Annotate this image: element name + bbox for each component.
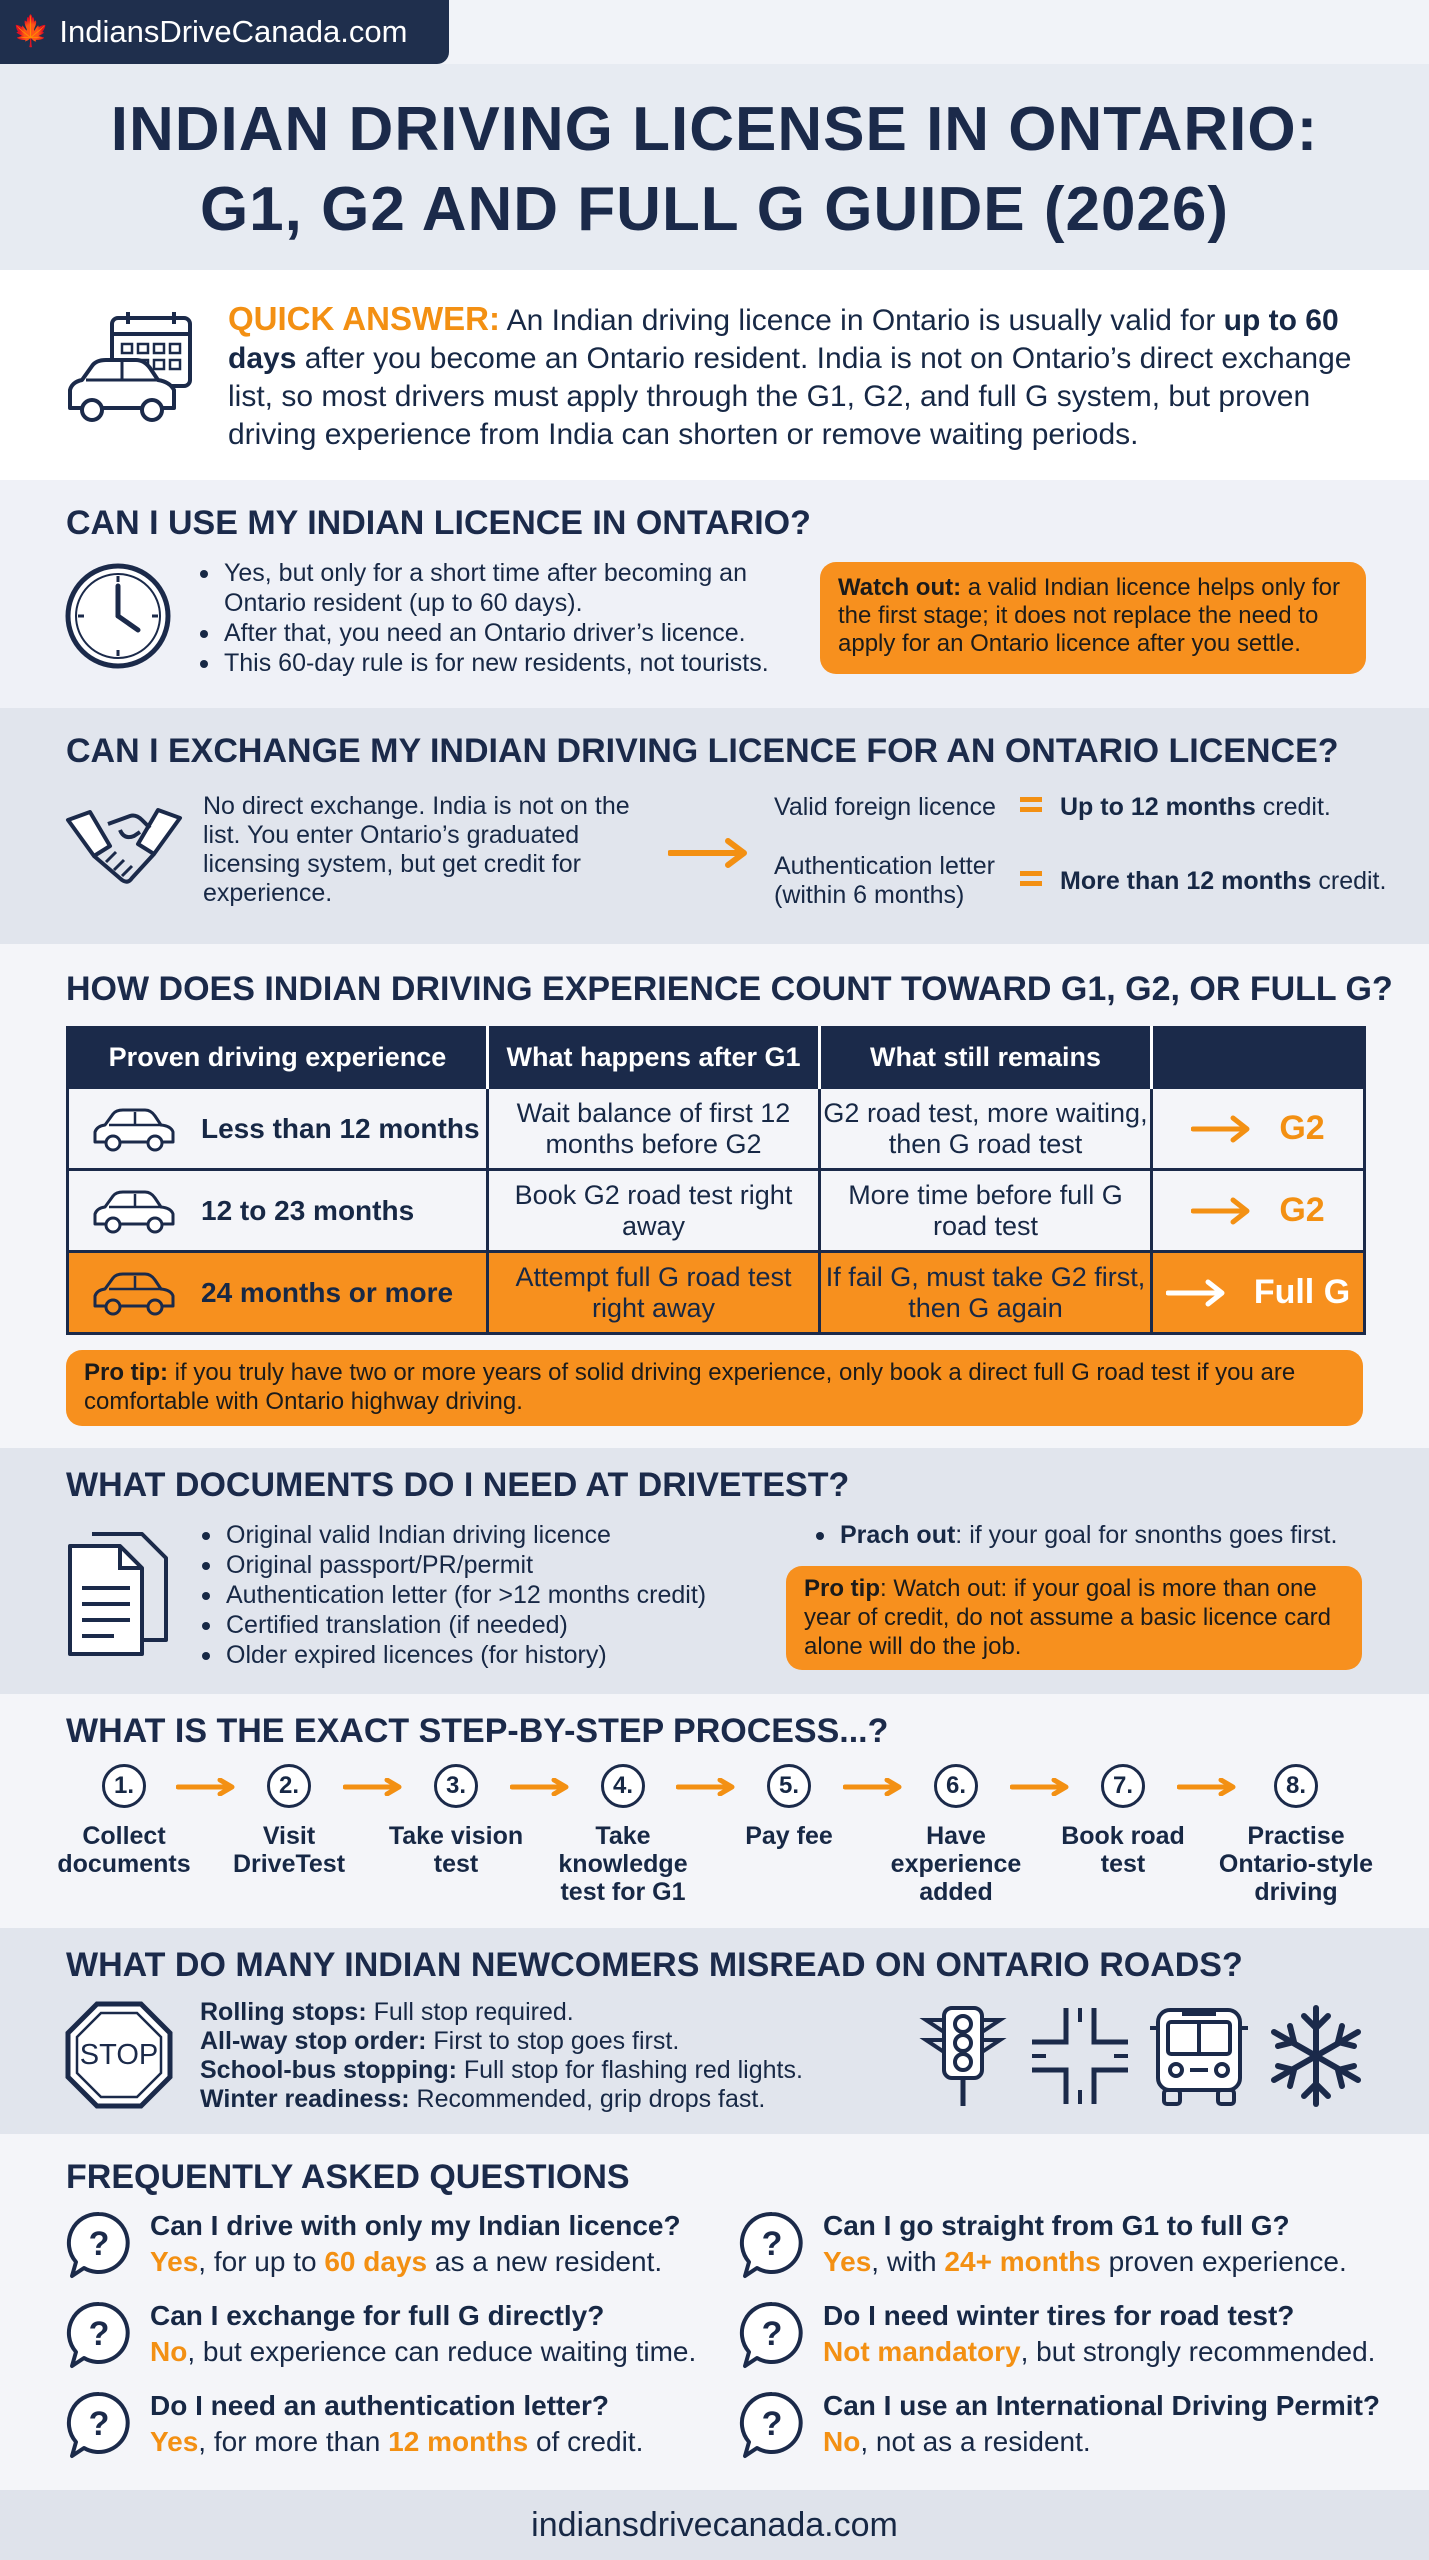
pro-tip-callout <box>786 1566 1362 1670</box>
question-bubble-icon <box>739 2390 805 2460</box>
result-label: G2 <box>1279 1109 1325 1147</box>
list-item <box>200 1998 803 2027</box>
item-text: Full stop for flashing red lights. <box>456 2056 803 2084</box>
column-header: Proven driving experience <box>68 1028 488 1088</box>
step-label: Practise Ontario-style driving <box>1218 1822 1374 1906</box>
answer-text: of credit. <box>528 2426 644 2457</box>
step-item <box>881 1764 1031 1906</box>
credit-row-1-right <box>1060 792 1331 822</box>
faq-answer <box>823 2426 1091 2458</box>
table-row <box>68 1170 1365 1252</box>
svg-text:?: ? <box>88 2315 110 2353</box>
faq-question: Can I go straight from G1 to full G? <box>823 2210 1290 2241</box>
step-label: Book road test <box>1061 1822 1185 1878</box>
step-number: 8. <box>1274 1764 1318 1808</box>
step-arrow-icon <box>676 1778 736 1796</box>
list-item: Older expired licences (for history) <box>200 1640 760 1670</box>
answer-text: , for up to <box>198 2246 325 2277</box>
handshake-icon <box>64 800 184 890</box>
list-item: After that, you need an Ontario driver’s licence. <box>198 618 798 648</box>
documents-side-note <box>814 1520 1374 1550</box>
credit-row-2-suffix: credit. <box>1311 867 1387 895</box>
snowflake-icon <box>1264 2004 1368 2108</box>
brand-name: IndiansDriveCanada.com <box>59 14 408 49</box>
answer-text: , but strongly recommended. <box>1020 2336 1376 2367</box>
equals-icon <box>1020 794 1042 814</box>
answer-keyword: Not mandatory <box>823 2336 1021 2367</box>
equals-icon <box>1020 868 1042 888</box>
after-g1-cell: Book G2 road test right away <box>488 1170 820 1252</box>
step-arrow-icon <box>176 1778 236 1796</box>
svg-text:?: ? <box>761 2405 783 2443</box>
section-title: CAN I EXCHANGE MY INDIAN DRIVING LICENCE FOR AN ONTARIO LICENCE? <box>66 732 1339 770</box>
experience-label: 12 to 23 months <box>201 1195 415 1226</box>
faq-answer <box>150 2336 696 2368</box>
step-number: 5. <box>767 1764 811 1808</box>
item-label: Winter readiness: <box>200 2085 410 2113</box>
step-number: 4. <box>601 1764 645 1808</box>
quick-answer-text-1: An Indian driving licence in Ontario is usually valid for <box>499 304 1224 337</box>
step-arrow-icon <box>510 1778 570 1796</box>
car-icon <box>91 1188 177 1234</box>
answer-text: , not as a resident. <box>860 2426 1091 2457</box>
section-exchange <box>0 708 1429 944</box>
column-header: What happens after G1 <box>488 1028 820 1088</box>
step-number: 6. <box>934 1764 978 1808</box>
remains-cell: G2 road test, more waiting, then G road test <box>820 1088 1152 1170</box>
item-text: First to stop goes first. <box>426 2027 680 2055</box>
experience-table <box>66 1026 1366 1335</box>
credit-row-2-right <box>1060 866 1386 896</box>
step-item <box>1216 1764 1376 1906</box>
footer-url[interactable]: indiansdrivecanada.com <box>0 2490 1429 2560</box>
watch-out-text: a valid Indian licence helps only for the first stage; it does not replace the need to apply for an Ontario licence after you settle. <box>838 574 1340 657</box>
arrow-right-icon <box>1166 1279 1226 1307</box>
pro-tip-label: Pro tip <box>804 1575 880 1602</box>
list-item: Certified translation (if needed) <box>200 1610 760 1640</box>
result-cell <box>1152 1170 1365 1252</box>
step-number: 3. <box>434 1764 478 1808</box>
faq-answer <box>150 2426 643 2458</box>
pro-tip-callout <box>66 1350 1363 1426</box>
use-licence-list <box>198 558 798 678</box>
section-title: CAN I USE MY INDIAN LICENCE IN ONTARIO? <box>66 504 811 542</box>
question-bubble-icon <box>739 2300 805 2370</box>
list-item <box>814 1520 1374 1550</box>
stop-sign-icon <box>64 2000 174 2110</box>
list-item <box>200 2056 803 2085</box>
faq-answer <box>823 2246 1347 2278</box>
faq-question: Do I need an authentication letter? <box>150 2390 609 2421</box>
list-item <box>200 2085 803 2114</box>
section-misread-rules <box>0 1928 1429 2134</box>
item-label: School-bus stopping: <box>200 2056 457 2084</box>
section-title: HOW DOES INDIAN DRIVING EXPERIENCE COUNT TOWARD G1, G2, OR FULL G? <box>66 970 1393 1008</box>
faq-answer <box>150 2246 662 2278</box>
watch-out-callout <box>820 562 1366 674</box>
quick-answer-label: QUICK ANSWER: <box>228 300 500 337</box>
faq-question: Can I drive with only my Indian licence? <box>150 2210 681 2241</box>
step-label: Collect documents <box>57 1822 191 1878</box>
quick-answer-text-2: after you become an Ontario resident. India is not on Ontario’s direct exchange list, so most drivers must apply through the G1, G2, and full G system, but proven driving experience from India can shorten or remove waiting periods. <box>228 342 1352 451</box>
step-arrow-icon <box>1010 1778 1070 1796</box>
answer-keyword: Yes <box>823 2246 872 2277</box>
answer-keyword: No <box>823 2426 861 2457</box>
section-title: WHAT DO MANY INDIAN NEWCOMERS MISREAD ON ONTARIO ROADS? <box>66 1946 1243 1984</box>
answer-text: , with <box>871 2246 945 2277</box>
side-note-label: Prach out <box>840 1521 956 1549</box>
experience-cell <box>68 1170 488 1252</box>
answer-text: as a new resident. <box>427 2246 663 2277</box>
watch-out-label: Watch out: <box>838 574 962 601</box>
misread-list <box>200 1998 803 2114</box>
pro-tip-text: if you truly have two or more years of solid driving experience, only book a direct full G road test if you are comfortable with Ontario highway driving. <box>84 1359 1296 1415</box>
step-label: Visit DriveTest <box>232 1822 346 1878</box>
step-label: Take vision test <box>388 1822 524 1878</box>
credit-row-2-value: More than 12 months <box>1060 867 1312 895</box>
question-bubble-icon <box>66 2300 132 2370</box>
table-header-row <box>68 1028 1365 1088</box>
documents-list <box>200 1520 760 1670</box>
credit-row-1-value: Up to 12 months <box>1060 793 1256 821</box>
step-number: 1. <box>102 1764 146 1808</box>
answer-highlight: 12 months <box>388 2426 529 2457</box>
result-cell <box>1152 1088 1365 1170</box>
step-item <box>714 1764 864 1850</box>
maple-leaf-icon: 🍁 <box>12 15 50 48</box>
faq-answer <box>823 2336 1375 2368</box>
answer-text: proven experience. <box>1100 2246 1347 2277</box>
section-use-licence <box>0 480 1429 708</box>
list-item <box>200 2027 803 2056</box>
item-label: Rolling stops: <box>200 1998 367 2026</box>
page-title <box>0 90 1429 250</box>
faq-question: Do I need winter tires for road test? <box>823 2300 1295 2331</box>
stop-sign-text: STOP <box>79 2039 159 2071</box>
answer-keyword: No <box>150 2336 188 2367</box>
section-title: WHAT IS THE EXACT STEP-BY-STEP PROCESS...? <box>66 1712 889 1750</box>
after-g1-cell: Wait balance of first 12 months before G2 <box>488 1088 820 1170</box>
quick-answer-bold: up to 60 days <box>228 304 1339 375</box>
table-row <box>68 1252 1365 1334</box>
svg-text:?: ? <box>761 2315 783 2353</box>
intersection-icon <box>1028 2004 1132 2108</box>
arrow-right-icon <box>1191 1197 1251 1225</box>
step-label: Take knowledge test for G1 <box>558 1822 688 1906</box>
list-item: This 60-day rule is for new residents, not tourists. <box>198 648 798 678</box>
svg-text:?: ? <box>88 2225 110 2263</box>
experience-cell <box>68 1252 488 1334</box>
pro-tip-label: Pro tip: <box>84 1359 168 1386</box>
section-title: FREQUENTLY ASKED QUESTIONS <box>66 2158 630 2196</box>
quick-answer-text <box>228 300 1388 454</box>
table-row <box>68 1088 1365 1170</box>
step-label: Pay fee <box>745 1822 833 1850</box>
answer-keyword: Yes <box>150 2246 199 2277</box>
quick-answer-section <box>0 270 1429 480</box>
answer-keyword: Yes <box>150 2426 199 2457</box>
pro-tip-text: : Watch out: if your goal is more than one year of credit, do not assume a basic licence card alone will do the job. <box>804 1575 1331 1660</box>
svg-text:?: ? <box>88 2405 110 2443</box>
brand-bar[interactable] <box>0 0 449 64</box>
side-note-text: : if your goal for snonths goes first. <box>955 1521 1338 1549</box>
question-bubble-icon <box>66 2210 132 2280</box>
experience-label: Less than 12 months <box>201 1113 480 1144</box>
remains-cell: If fail G, must take G2 first, then G again <box>820 1252 1152 1334</box>
column-header <box>1152 1028 1365 1088</box>
arrow-right-icon <box>1191 1115 1251 1143</box>
list-item: Authentication letter (for >12 months credit) <box>200 1580 760 1610</box>
item-text: Recommended, grip drops fast. <box>409 2085 766 2113</box>
school-bus-icon <box>1146 2004 1252 2108</box>
step-number: 7. <box>1101 1764 1145 1808</box>
step-label: Have experience added <box>890 1822 1022 1906</box>
step-number: 2. <box>267 1764 311 1808</box>
experience-cell <box>68 1088 488 1170</box>
arrow-right-icon <box>668 838 750 868</box>
answer-highlight: 24+ months <box>944 2246 1101 2277</box>
list-item: Yes, but only for a short time after becoming an Ontario resident (up to 60 days). <box>198 558 798 618</box>
section-documents <box>0 1448 1429 1694</box>
answer-highlight: 60 days <box>324 2246 428 2277</box>
step-item <box>381 1764 531 1878</box>
step-arrow-icon <box>1177 1778 1237 1796</box>
result-label: G2 <box>1279 1191 1325 1229</box>
question-bubble-icon <box>739 2210 805 2280</box>
car-icon <box>91 1270 177 1316</box>
credit-row-1-suffix: credit. <box>1255 793 1331 821</box>
question-bubble-icon <box>66 2390 132 2460</box>
calendar-car-icon <box>62 312 202 432</box>
title-line-1: INDIAN DRIVING LICENSE IN ONTARIO: <box>110 95 1319 164</box>
result-label: Full G <box>1253 1273 1351 1311</box>
remains-cell: More time before full G road test <box>820 1170 1152 1252</box>
step-arrow-icon <box>843 1778 903 1796</box>
clock-icon <box>64 562 172 670</box>
car-icon <box>91 1106 177 1152</box>
traffic-light-icon <box>918 2004 1008 2108</box>
answer-text: , but experience can reduce waiting time. <box>187 2336 697 2367</box>
credit-row-1-left: Valid foreign licence <box>774 793 996 821</box>
faq-question: Can I use an International Driving Permit? <box>823 2390 1380 2421</box>
step-item <box>1048 1764 1198 1878</box>
answer-text: , for more than <box>198 2426 389 2457</box>
section-title: WHAT DOCUMENTS DO I NEED AT DRIVETEST? <box>66 1466 850 1504</box>
column-header: What still remains <box>820 1028 1152 1088</box>
step-arrow-icon <box>343 1778 403 1796</box>
item-text: Full stop required. <box>366 1998 574 2026</box>
experience-label: 24 months or more <box>201 1277 454 1308</box>
result-cell <box>1152 1252 1365 1334</box>
list-item: Original valid Indian driving licence <box>200 1520 760 1550</box>
step-item <box>214 1764 364 1878</box>
svg-text:?: ? <box>761 2225 783 2263</box>
list-item: Original passport/PR/permit <box>200 1550 760 1580</box>
credit-row-2-left: Authentication letter (within 6 months) <box>774 852 995 909</box>
item-label: All-way stop order: <box>200 2027 427 2055</box>
documents-icon <box>66 1530 172 1658</box>
exchange-text: No direct exchange. India is not on the list. You enter Ontario’s graduated licensing system, but get credit for experience. <box>203 792 630 907</box>
title-line-2: G1, G2 AND FULL G GUIDE (2026) <box>199 175 1230 244</box>
after-g1-cell: Attempt full G road test right away <box>488 1252 820 1334</box>
faq-question: Can I exchange for full G directly? <box>150 2300 605 2331</box>
